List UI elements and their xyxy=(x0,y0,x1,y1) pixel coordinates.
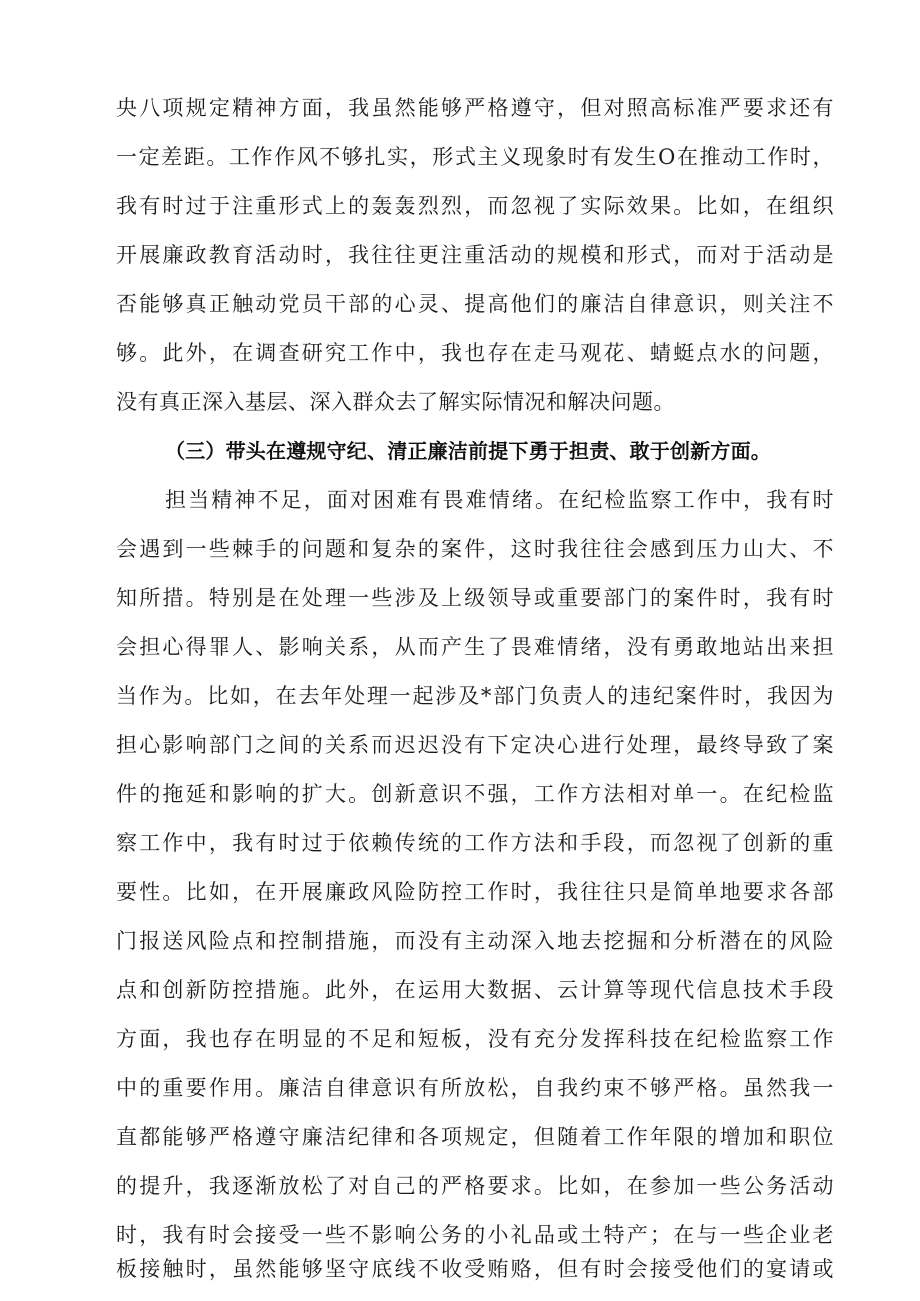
paragraph-2-line-7: 件的拖延和影响的扩大。创新意识不强，工作方法相对单一。在纪检监 xyxy=(116,782,834,806)
paragraph-2-line-17: 板接触时，虽然能够坚守底线不收受贿赂，但有时会接受他们的宴请或 xyxy=(116,1257,834,1281)
paragraph-2-line-12: 方面，我也存在明显的不足和短板，没有充分发挥科技在纪检监察工作 xyxy=(116,1027,834,1051)
paragraph-2-line-13: 中的重要作用。廉洁自律意识有所放松，自我约束不够严格。虽然我一 xyxy=(116,1076,834,1100)
paragraph-2-line-14: 直都能够严格遵守廉洁纪律和各项规定，但随着工作年限的增加和职位 xyxy=(116,1125,834,1149)
paragraph-2-line-5: 当作为。比如，在去年处理一起涉及*部门负责人的违纪案件时，我因为 xyxy=(116,684,834,708)
paragraph-2-line-8: 察工作中，我有时过于依赖传统的工作方法和手段，而忽视了创新的重 xyxy=(116,831,834,855)
paragraph-1-line-2: 一定差距。工作作风不够扎实，形式主义现象时有发生O在推动工作时， xyxy=(116,145,834,169)
section-heading: （三）带头在遵规守纪、清正廉洁前提下勇于担责、敢于创新方面。 xyxy=(165,439,771,463)
paragraph-2-line-16: 时，我有时会接受一些不影响公务的小礼品或土特产；在与一些企业老 xyxy=(116,1223,834,1247)
paragraph-2-line-4: 会担心得罪人、影响关系，从而产生了畏难情绪，没有勇敢地站出来担 xyxy=(116,635,834,659)
paragraph-1-line-3: 我有时过于注重形式上的轰轰烈烈，而忽视了实际效果。比如，在组织 xyxy=(116,194,834,218)
paragraph-1-line-5: 否能够真正触动党员干部的心灵、提高他们的廉洁自律意识，则关注不 xyxy=(116,292,834,316)
paragraph-1-line-7: 没有真正深入基层、深入群众去了解实际情况和解决问题。 xyxy=(116,390,675,414)
paragraph-2-line-3: 知所措。特别是在处理一些涉及上级领导或重要部门的案件时，我有时 xyxy=(116,586,834,610)
paragraph-2-line-6: 担心影响部门之间的关系而迟迟没有下定决心进行处理，最终导致了案 xyxy=(116,733,834,757)
paragraph-1-line-1: 央八项规定精神方面，我虽然能够严格遵守，但对照高标准严要求还有 xyxy=(116,96,834,120)
paragraph-2-line-10: 门报送风险点和控制措施，而没有主动深入地去挖掘和分析潜在的风险 xyxy=(116,929,834,953)
paragraph-2-line-15: 的提升，我逐渐放松了对自己的严格要求。比如，在参加一些公务活动 xyxy=(116,1174,834,1198)
paragraph-2-line-9: 要性。比如，在开展廉政风险防控工作时，我往往只是简单地要求各部 xyxy=(116,880,834,904)
paragraph-1-line-4: 开展廉政教育活动时，我往往更注重活动的规模和形式，而对于活动是 xyxy=(116,243,834,267)
paragraph-2-line-2: 会遇到一些棘手的问题和复杂的案件，这时我往往会感到压力山大、不 xyxy=(116,537,834,561)
paragraph-2-line-1: 担当精神不足，面对困难有畏难情绪。在纪检监察工作中，我有时 xyxy=(165,488,834,512)
paragraph-2-line-11: 点和创新防控措施。此外，在运用大数据、云计算等现代信息技术手段 xyxy=(116,978,834,1002)
paragraph-1-line-6: 够。此外，在调查研究工作中，我也存在走马观花、蜻蜓点水的问题， xyxy=(116,341,834,365)
